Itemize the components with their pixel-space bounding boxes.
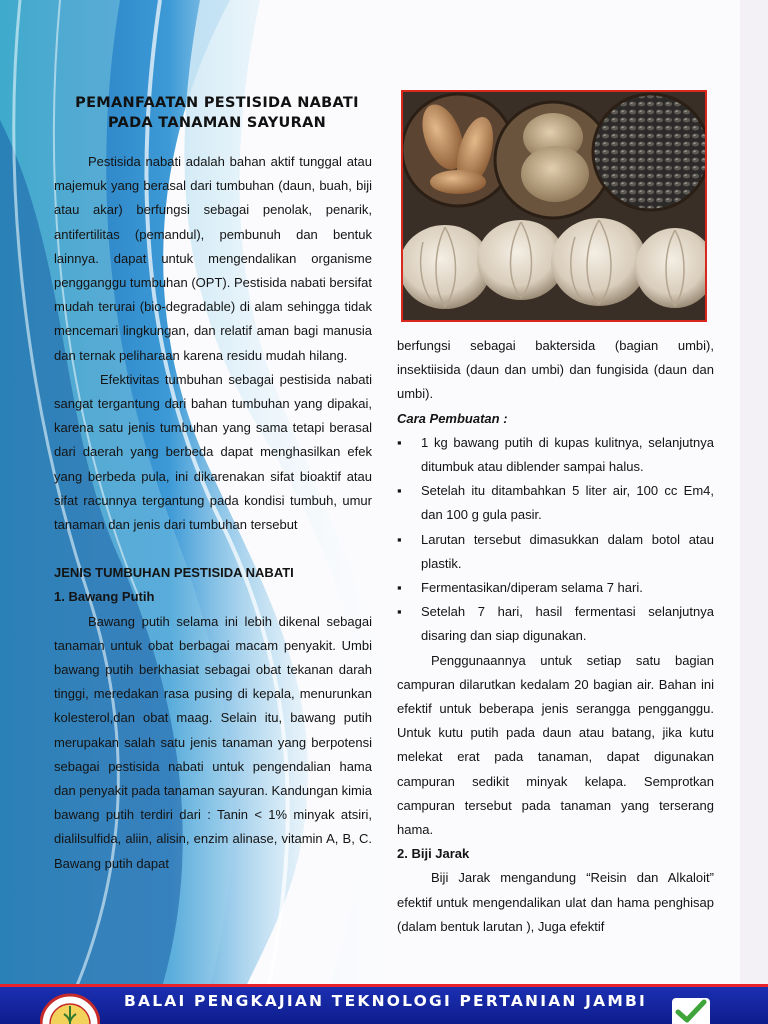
subheading-biji-jarak: 2. Biji Jarak <box>397 846 470 862</box>
list-item: ▪ Larutan tersebut dimasukkan dalam botol atau plastik. <box>397 528 714 576</box>
biji-jarak-paragraph: Biji Jarak mengandung “Reisin dan Alkaloit” efektif untuk mengendalikan ulat dan hama penghisap (dalam bentuk larutan ), Juga efektif <box>397 870 714 934</box>
photo-illustration <box>403 92 705 320</box>
list-item: ▪ 1 kg bawang putih di kupas kulitnya, selanjutnya ditumbuk atau diblender sampai halus. <box>397 431 714 479</box>
function-paragraph: berfungsi sebagai baktersida (bagian umbi), insektiisida (daun dan umbi) dan fungisida (daun dan umbi). <box>397 338 714 402</box>
list-item: ▪ Setelah 7 hari, hasil fermentasi selanjutnya disaring dan siap digunakan. <box>397 600 714 648</box>
bawang-putih-paragraph: Bawang putih selama ini lebih dikenal sebagai tanaman untuk obat berbagai macam penyakit. Umbi bawang putih berkhasiat sebagai obat tekanan darah tinggi, meredakan rasa pusing di kepala, menurunkan kolesterol,dan obat maag. Selain itu, bawang putih merupakan salah satu jenis tanaman yang berpotensi sebagai pestisida nabati untuk pengendalian hama dan penyakit pada tanaman sayuran. Kandungan kimia bawang putih terdiri dari : Tanin < 1% minyak atsiri, dialilsulfida, aliin, alisin, enzim alinase, vitamin A, B, C. Bawang putih dapat <box>54 613 372 871</box>
usage-paragraph: Penggunaannya untuk setiap satu bagian campuran dilarutkan kedalam 20 bagian air. Bahan ini efektif untuk beberapa jenis serangga pengganggu. Untuk kutu putih pada daun atau batang, jika kutu melekat erat pada tanaman, dapat digunakan campuran sedikit minyak kelapa. Semprotkan campuran tersebut pada tanaman yang terserang hama. <box>397 652 714 838</box>
list-item: ▪ Fermentasikan/diperam selama 7 hari. <box>397 576 714 600</box>
subheading-bawang-putih: 1. Bawang Putih <box>54 589 155 605</box>
institution-logo-icon <box>40 990 100 1024</box>
checkmark-logo-icon <box>660 994 720 1024</box>
footer-banner-text: BALAI PENGKAJIAN TEKNOLOGI PERTANIAN JAMBI <box>124 992 647 1010</box>
left-column <box>54 150 372 876</box>
right-column <box>397 334 714 939</box>
plant-materials-photo <box>401 90 707 322</box>
title-line-1: PEMANFAATAN PESTISIDA NABATI <box>75 95 359 111</box>
list-item: ▪ Setelah itu ditambahkan 5 liter air, 100 cc Em4, dan 100 g gula pasir. <box>397 479 714 527</box>
cara-pembuatan-label: Cara Pembuatan : <box>397 410 508 426</box>
intro-paragraph: Pestisida nabati adalah bahan aktif tunggal atau majemuk yang berasal dari tumbuhan (daun, buah, biji atau akar) berfungsi sebagai penolak, penarik, antifertilitas (pemandul), pembunuh dan bentuk lainnya. dapat untuk mengendalikan organisme pengganggu tumbuhan (OPT). Pestisida nabati bersifat mudah terurai (bio-degradable) di alam sehingga tidak mencemari lingkungan, dan relatif aman bagi manusia dan ternak peliharaan karena residu mudah hilang. <box>54 154 372 363</box>
title-line-2: PADA TANAMAN SAYURAN <box>107 115 327 131</box>
effectiveness-paragraph: Efektivitas tumbuhan sebagai pestisida nabati sangat tergantung dari bahan tumbuhan yang dipakai, karena satu jenis tumbuhan yang sama tetapi berasal dari daerah yang berbeda dapat menghasilkan efek yang berbeda pula, ini dikarenakan sifat bioaktif atau sifat racunnya tergantung pada kondisi tumbuh, umur tanaman dan jenis dari tumbuhan tersebut <box>54 371 372 533</box>
steps-list <box>397 431 714 649</box>
spacer <box>54 537 372 561</box>
page-title <box>52 93 382 133</box>
section-heading-plant-types: JENIS TUMBUHAN PESTISIDA NABATI <box>54 565 294 581</box>
